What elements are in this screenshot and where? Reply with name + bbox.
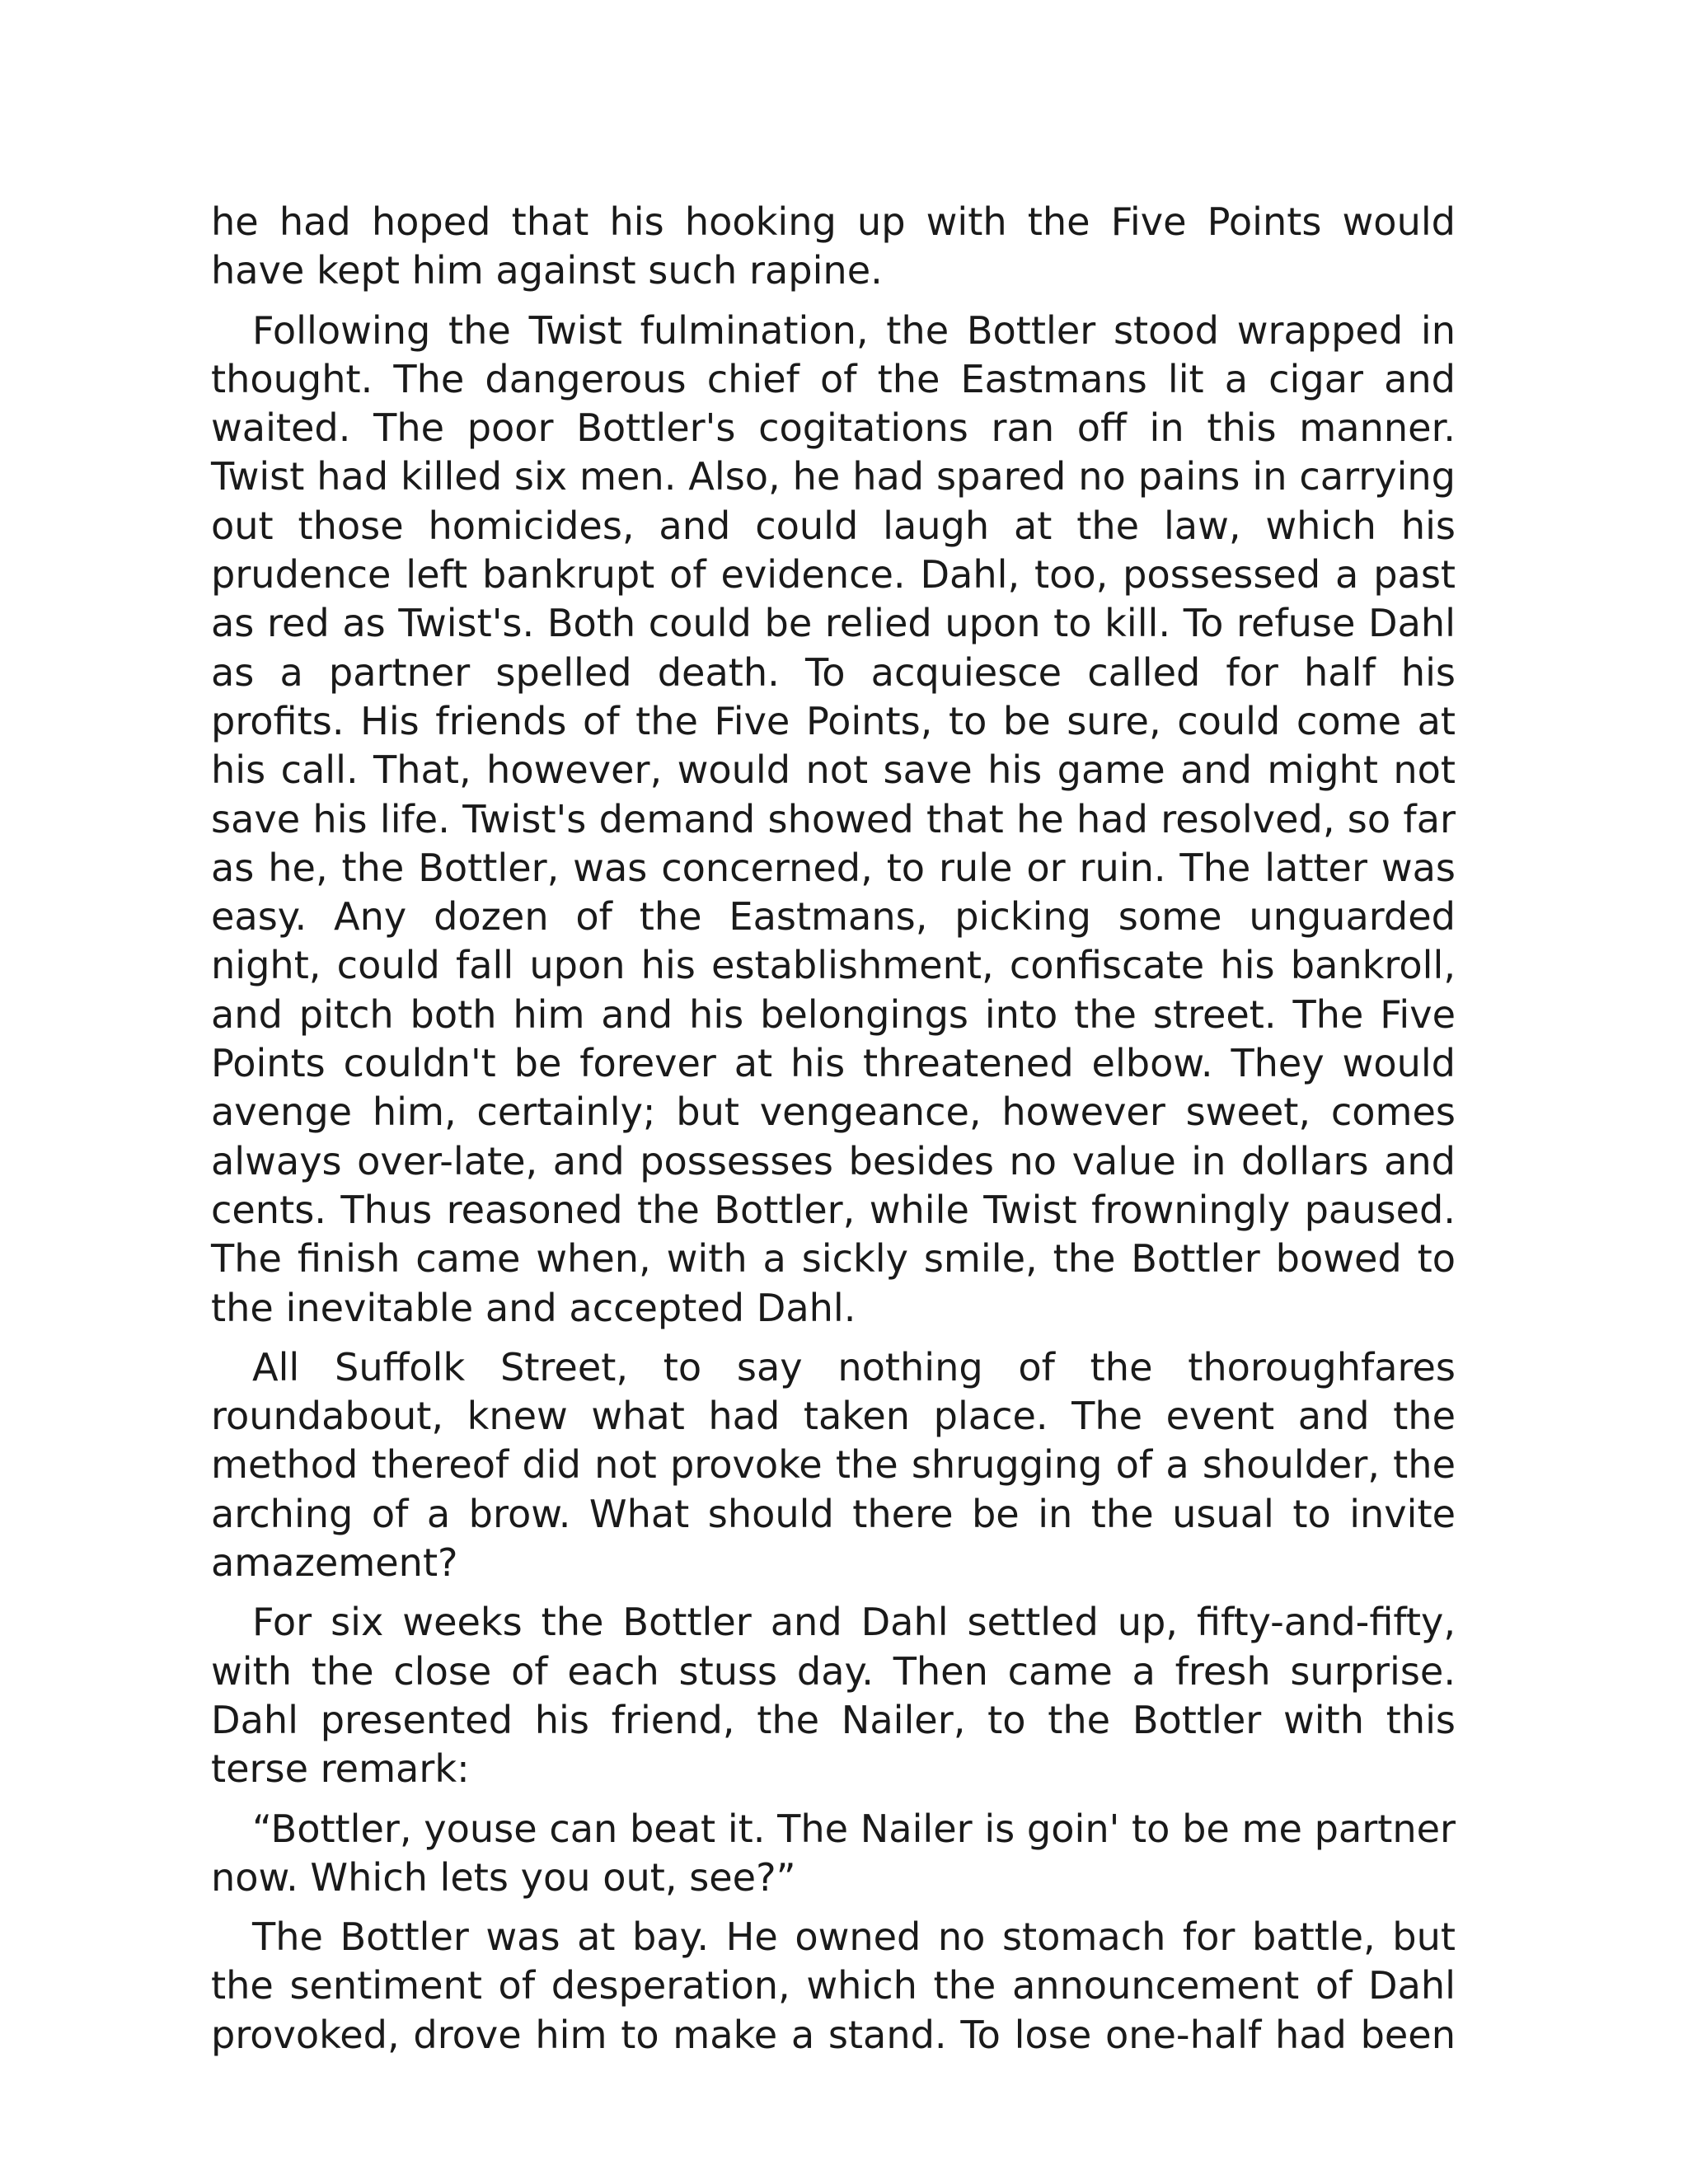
paragraph-bottler-thoughts: Following the Twist fulmination, the Bottler stood wrapped in thought. The dangerous chief of the Eastmans lit a cigar and waited. The poor Bottler's cogitations ran off in this manner. Twist had killed six men. Also, he had spared no pains in carrying out those homicides, and could laugh at the law, which his prudence left bankrupt of evidence. Dahl, too, possessed a past as red as Twist's. Both could be relied upon to kill. To refuse Dahl as a partner spelled death. To acquiesce called for half his profits. His friends of the Five Points, to be sure, could come at his call. That, however, would not save his game and might not save his life. Twist's demand showed that he had resolved, so far as he, the Bottler, was concerned, to rule or ruin. The latter was easy. Any dozen of the Eastmans, picking some unguarded night, could fall upon his establishment, confiscate his bankroll, and pitch both him and his belongings into the street. The Five Points couldn't be forever at his threatened elbow. They would avenge him, certainly; but vengeance, however sweet, comes always over-late, and possesses besides no value in dollars and cents. Thus reasoned the Bottler, while Twist frowningly paused. The finish came when, with a sickly smile, the Bottler bowed to the inevitable and accepted Dahl.: [211, 307, 1456, 1330]
paragraph-six-weeks: For six weeks the Bottler and Dahl settled up, fifty-and-fifty, with the close of each stuss day. Then came a fresh surprise. Dahl presented his friend, the Nailer, to the Bottler with this terse remark:: [211, 1600, 1456, 1792]
paragraph-suffolk-street: All Suffolk Street, to say nothing of the thoroughfares roundabout, knew what had taken place. The event and the method thereof did not provoke the shrugging of a shoulder, the arching of a brow. What should there be in the usual to invite amazement?: [211, 1344, 1456, 1586]
paragraph-continued: he had hoped that his hooking up with the Five Points would have kept him against such rapine.: [211, 199, 1456, 293]
paragraph-dahl-quote: “Bottler, youse can beat it. The Nailer is goin' to be me partner now. Which lets you out, see?”: [211, 1806, 1456, 1900]
paragraph-bottler-at-bay: The Bottler was at bay. He owned no stomach for battle, but the sentiment of desperation, which the announcement of Dahl provoked, drove him to make a stand. To lose one-half had been: [211, 1915, 1456, 2057]
book-page: [211, 198, 1456, 2060]
